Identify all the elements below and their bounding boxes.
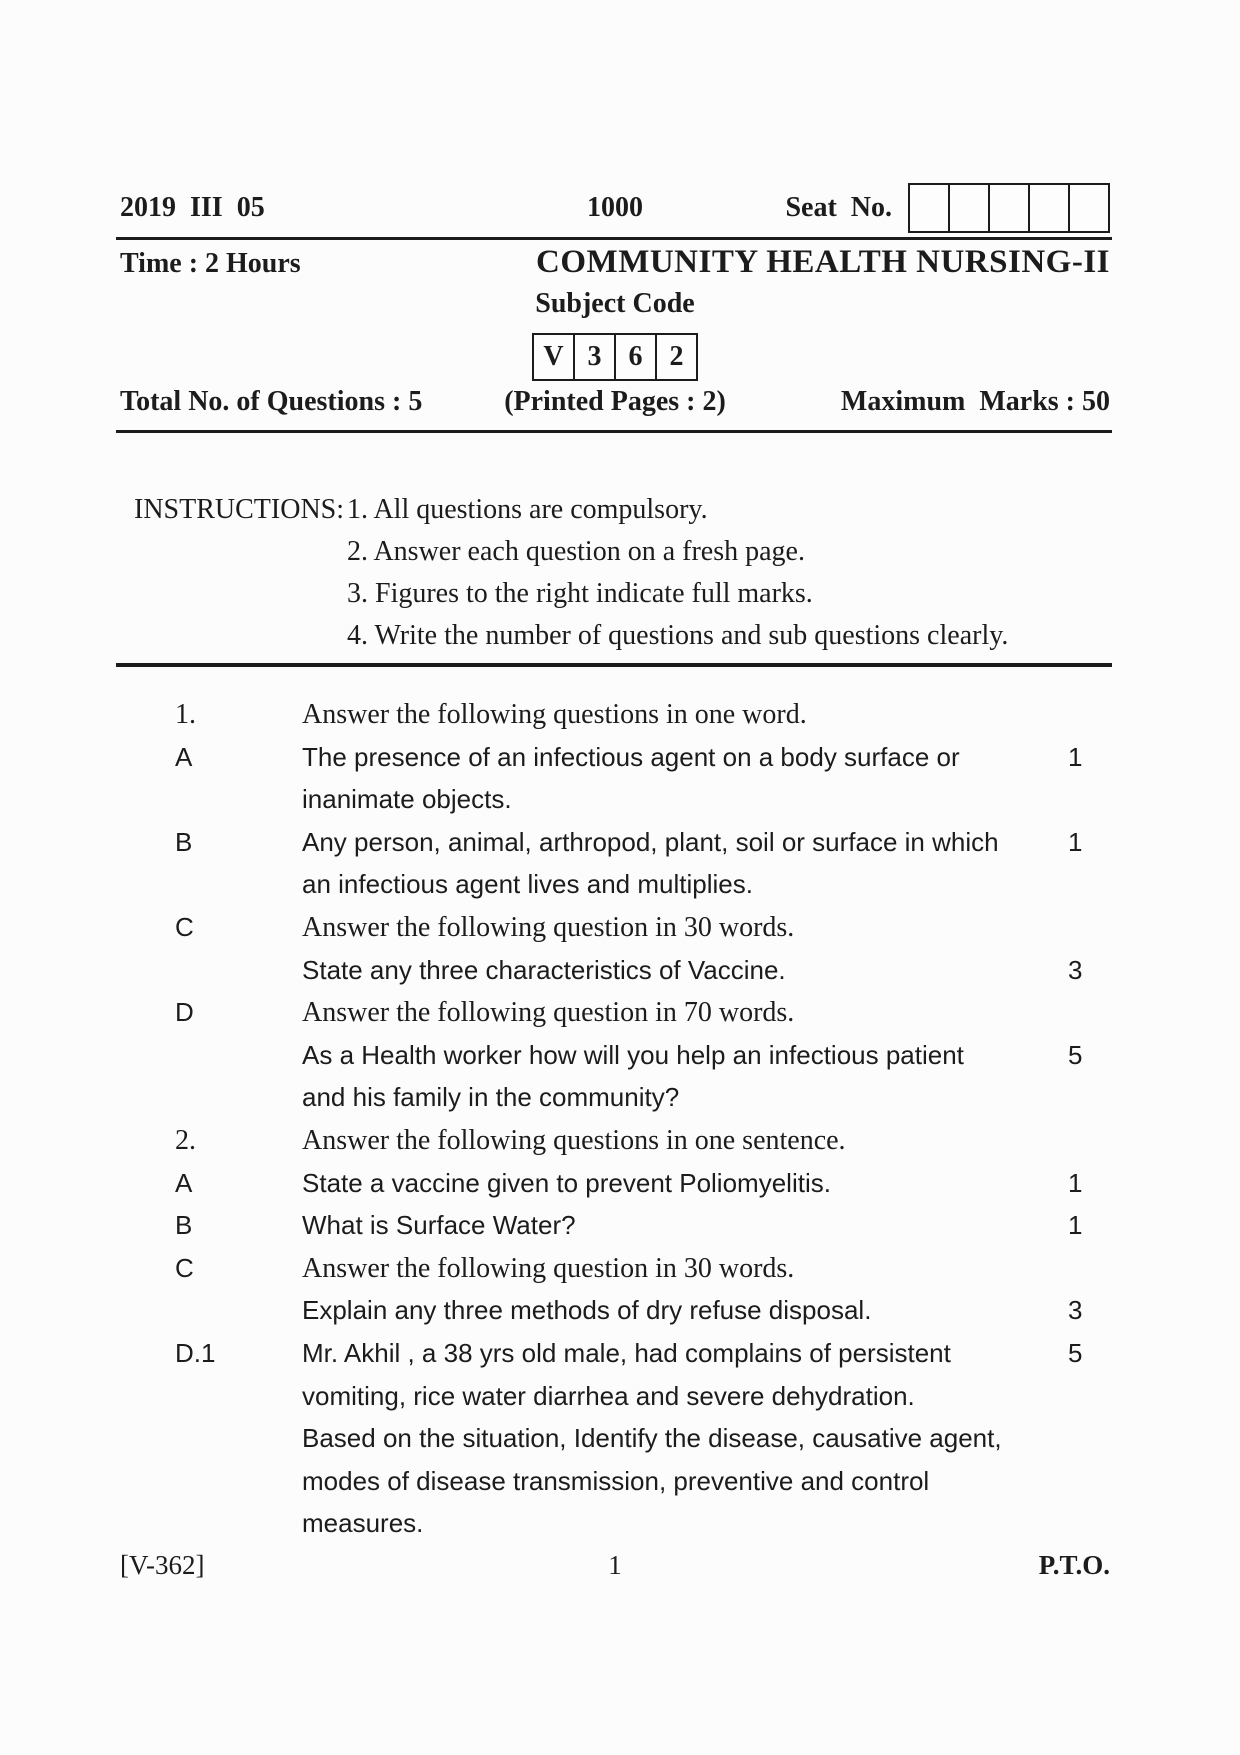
question-text: Answer the following question in 30 words. [302,911,795,943]
seat-no-label: Seat No. [785,192,892,223]
question-line [120,912,1110,955]
paper-code-footer: [V-362] [120,1550,205,1580]
question-label: B [175,1210,193,1241]
subject-code-cell: 3 [573,335,614,379]
question-text: Any person, animal, arthropod, plant, soil or surface in which [302,826,999,857]
question-text: inanimate objects. [302,784,512,815]
header-row [120,180,1110,236]
question-line [120,742,1110,785]
question-marks: 3 [1068,1295,1083,1326]
question-label: A [175,741,193,772]
question-line [120,869,1110,912]
question-line [120,699,1110,742]
question-marks: 1 [1068,1210,1083,1241]
question-marks: 3 [1068,954,1083,985]
subject-code-cell: 2 [655,335,696,379]
question-label: B [175,826,193,857]
question-text: Mr. Akhil , a 38 yrs old male, had complains of persistent [302,1337,951,1368]
question-marks: 1 [1068,1167,1083,1198]
time-allowed-label: Time : 2 Hours [120,248,301,279]
total-questions-label: Total No. of Questions : 5 [120,386,423,417]
questions-list [120,699,1110,1551]
center-code: 1000 [587,192,643,223]
page-content [120,0,1110,1755]
question-line [120,1338,1110,1381]
question-label: 2. [175,1124,196,1156]
seat-number-cell [988,185,1028,231]
question-text: Answer the following questions in one word. [302,699,807,730]
question-line [120,1508,1110,1551]
subject-code-cell: 6 [614,335,655,379]
seat-number-cell [1068,185,1108,231]
seat-number-cell [910,185,948,231]
question-marks: 1 [1068,826,1083,857]
question-marks: 5 [1068,1337,1083,1368]
instruction-item: 1. All questions are compulsory. [347,494,708,525]
question-line [120,1168,1110,1211]
question-line [120,1082,1110,1125]
exam-date-code: 2019 III 05 [120,192,265,223]
question-text: State a vaccine given to prevent Poliomyelitis. [302,1167,831,1198]
page-number: 1 [608,1550,622,1580]
question-text: modes of disease transmission, preventive and control [302,1465,930,1496]
seat-number-cell [1028,185,1068,231]
question-line [120,997,1110,1040]
question-line [120,955,1110,998]
seat-number-cell [948,185,988,231]
footer-row [120,1550,1110,1581]
question-line [120,1210,1110,1253]
seat-number-boxes [908,183,1110,233]
question-line [120,1466,1110,1509]
question-text: vomiting, rice water diarrhea and severe dehydration. [302,1380,915,1411]
instruction-item: 4. Write the number of questions and sub questions clearly. [347,620,1009,651]
pto-label: P.T.O. [1038,1550,1110,1580]
question-text: State any three characteristics of Vaccine. [302,954,786,985]
question-label: C [175,1252,194,1283]
instructions-list [347,489,1110,657]
title-row [120,244,1110,281]
question-line [120,784,1110,827]
instructions-label: INSTRUCTIONS: [134,494,345,525]
header-divider-rule [116,237,1112,240]
question-line [120,827,1110,870]
question-label: C [175,911,194,942]
question-text: Answer the following question in 30 words. [302,1252,795,1284]
paper-title: COMMUNITY HEALTH NURSING-II [536,244,1110,280]
question-label: D.1 [175,1337,216,1368]
instruction-item: 3. Figures to the right indicate full marks. [347,578,813,609]
question-text: What is Surface Water? [302,1210,576,1241]
question-label: D [175,997,194,1028]
question-text: Based on the situation, Identify the disease, causative agent, [302,1423,1002,1454]
question-label: 1. [175,699,196,730]
question-text: measures. [302,1508,424,1539]
question-line [120,1381,1110,1424]
question-marks: 5 [1068,1039,1083,1070]
meta-divider-rule [116,430,1112,433]
meta-row [120,386,1110,418]
question-text: an infectious agent lives and multiplies. [302,869,753,900]
instructions-divider-rule [116,663,1112,667]
question-line [120,1295,1110,1338]
question-line [120,1125,1110,1168]
question-text: and his family in the community? [302,1082,680,1113]
maximum-marks-label: Maximum Marks : 50 [840,386,1110,417]
question-label: A [175,1167,193,1198]
question-text: Answer the following question in 70 words. [302,997,795,1029]
question-line [120,1040,1110,1083]
question-marks: 1 [1068,741,1083,772]
seat-no-group [785,183,1110,233]
question-text: Explain any three methods of dry refuse disposal. [302,1295,872,1326]
question-line [120,1253,1110,1296]
subject-code-cell: V [543,341,564,372]
question-text: The presence of an infectious agent on a body surface or [302,741,960,772]
instructions-block [134,489,1110,657]
instruction-item: 2. Answer each question on a fresh page. [347,536,805,567]
subject-code-label: Subject Code [535,288,695,319]
subject-code-boxes [532,333,698,381]
question-text: As a Health worker how will you help an infectious patient [302,1039,964,1070]
question-line [120,1423,1110,1466]
printed-pages-label: (Printed Pages : 2) [504,386,726,417]
question-text: Answer the following questions in one sentence. [302,1124,846,1156]
